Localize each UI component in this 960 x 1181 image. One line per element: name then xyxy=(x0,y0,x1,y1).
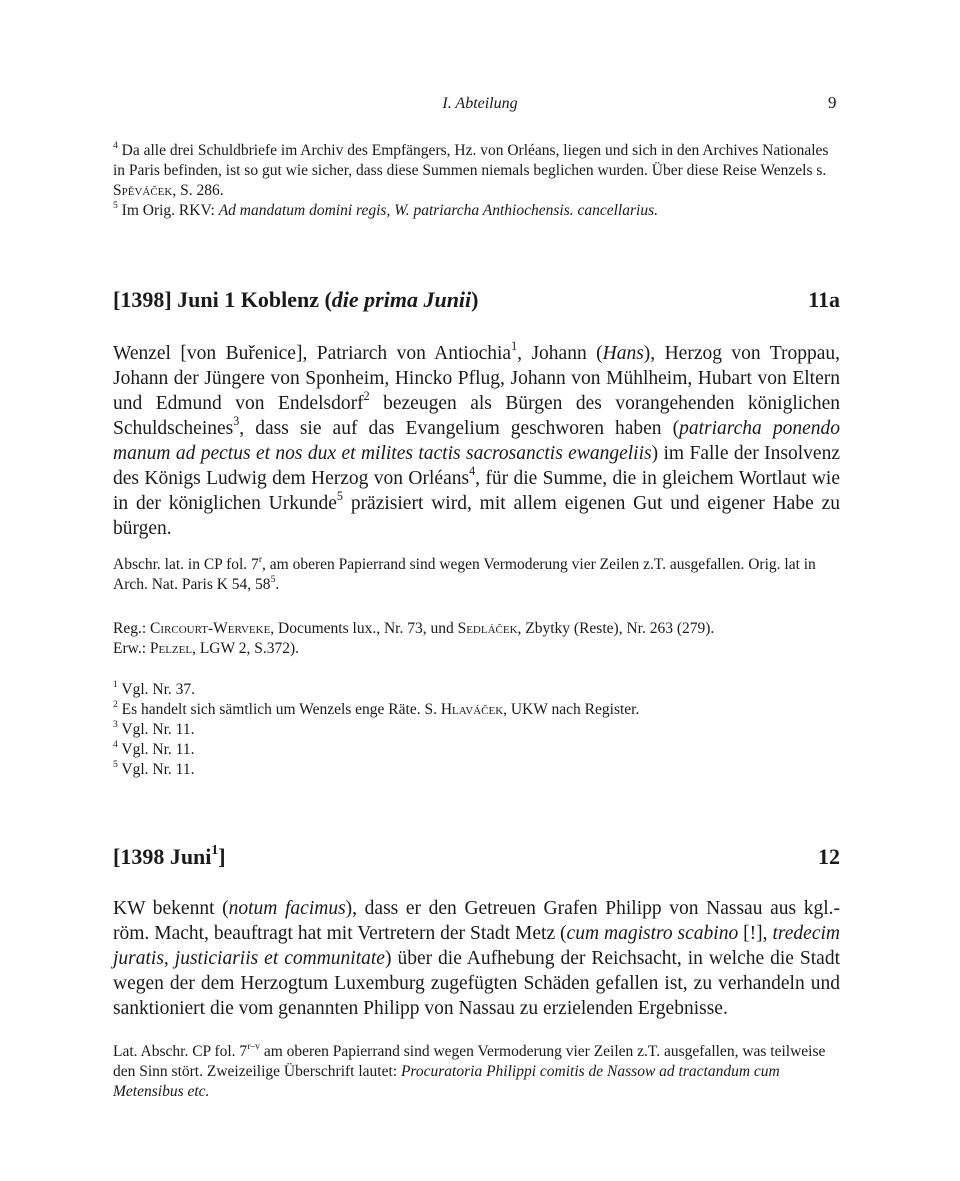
note-line xyxy=(113,700,840,720)
italic-run: cum magistro scabino xyxy=(566,923,739,944)
entry-number: 11a xyxy=(808,287,840,312)
entry-11a-notes xyxy=(113,680,840,780)
text-run: ), dass er den Getreuen Grafen Philipp von Nassau aus kgl.-röm. Macht, beauftragt hat mit Vertretern der Stadt Metz ( xyxy=(113,898,840,944)
entry-12-source xyxy=(113,1042,840,1102)
note-line xyxy=(113,740,840,760)
text-run: Reg.: xyxy=(113,620,147,637)
note-line xyxy=(113,760,840,780)
entry-11a-source xyxy=(113,555,840,595)
reg-line xyxy=(113,619,840,639)
footnote-mark: 5 xyxy=(113,199,118,211)
text-run: Vgl. Nr. 11. xyxy=(121,741,195,758)
erw-line xyxy=(113,639,840,659)
text-run: [!], xyxy=(738,923,773,944)
superscript: r xyxy=(258,553,263,565)
note-mark: 3 xyxy=(113,718,118,730)
text-run: Erw.: xyxy=(113,640,146,657)
text-run: . xyxy=(275,576,280,593)
text-run: Es handelt sich sämtlich um Wenzels enge Räte. S. xyxy=(121,701,437,718)
author-name: Hlaváček xyxy=(440,701,504,718)
page-number: 9 xyxy=(828,93,837,112)
footnote-text: Da alle drei Schuldbriefe im Archiv des Empfängers, Hz. von Orléans, liegen und sich in den Archives Nationales in Paris befinden, ist so gut wie sicher, dass diese Summen niemals beglichen wurden. Über diese Reise Wenzels s. xyxy=(113,142,829,179)
heading-latin-date: die prima Junii xyxy=(331,287,472,312)
footnote-text: Im Orig. RKV: xyxy=(121,202,215,219)
text-run: Abschr. lat. in CP fol. 7 xyxy=(113,556,259,573)
text-run: Lat. Abschr. CP fol. 7 xyxy=(113,1043,248,1060)
note-ref: 4 xyxy=(469,464,476,479)
italic-run: Hans xyxy=(602,343,644,364)
entry-12-body xyxy=(113,896,840,1021)
footnote-4 xyxy=(113,141,840,201)
text-run: , Johann ( xyxy=(517,343,603,364)
text-run: , UKW nach Register. xyxy=(503,701,640,718)
italic-run: tredecim juratis, justiciariis et communitate xyxy=(113,923,840,969)
text-run: bezeugen als Bürgen des vorangehenden königlichen Schuldscheines xyxy=(113,393,840,439)
note-ref: 1 xyxy=(211,842,219,858)
entry-heading-11a xyxy=(113,287,840,313)
italic-run: Procuratoria Philippi comitis de Nassow ad tractandum cum Metensibus etc. xyxy=(113,1063,780,1100)
source-note xyxy=(113,555,840,595)
text-run: Wenzel [von Buřenice], Patriarch von Antiochia xyxy=(113,343,512,364)
author-name: Spěváček xyxy=(113,182,173,199)
text-run: , Zbytky (Reste), Nr. 263 (279). xyxy=(517,620,715,637)
italic-run: notum facimus xyxy=(228,898,346,919)
note-mark: 5 xyxy=(113,758,118,770)
text-run: , Documents lux., Nr. 73, und xyxy=(270,620,454,637)
entry-number: 12 xyxy=(818,844,840,869)
text-run: , dass sie auf das Evangelium geschworen haben ( xyxy=(239,418,680,439)
text-run: , für die Summe, die in gleichem Wortlaut wie in der königlichen Urkunde xyxy=(113,468,840,514)
running-header: I. Abteilung xyxy=(442,95,518,112)
entry-heading-12 xyxy=(113,844,840,870)
entry-date-place xyxy=(113,287,478,313)
text-run: Vgl. Nr. 11. xyxy=(121,721,195,738)
entry-date xyxy=(113,844,226,870)
text-run: am oberen Papierrand sind wegen Vermoderung vier Zeilen z.T. ausgefallen, was teilweise den Sinn stört. Zweizeilige Überschrift lautet: xyxy=(113,1043,826,1080)
heading-text: ) xyxy=(471,287,479,312)
note-line xyxy=(113,680,840,700)
text-run: KW bekennt ( xyxy=(113,898,229,919)
author-name: Circourt-Werveke xyxy=(150,620,271,637)
note-ref: 2 xyxy=(363,389,370,404)
text-run: ), Herzog von Troppau, Johann der Jüngere von Sponheim, Hincko Pflug, Johann von Mühlheim, Hubart von Eltern und Edmund von Endelsdorf xyxy=(113,343,840,414)
text-run: , am oberen Papierrand sind wegen Vermoderung vier Zeilen z.T. ausgefallen. Orig. lat in Arch. Nat. Paris K 54, 58 xyxy=(113,556,816,593)
text-run: präzisiert wird, mit allem eigenen Gut und eigener Habe zu bürgen. xyxy=(113,493,840,539)
heading-text: [1398 Juni xyxy=(113,844,212,869)
superscript: r–v xyxy=(247,1040,260,1052)
italic-run: patriarcha ponendo manum ad pectus et nos dux et milites tactis sacrosanctis ewangeliis xyxy=(113,418,840,464)
footnote-5 xyxy=(113,201,840,221)
text-run: Vgl. Nr. 11. xyxy=(121,761,195,778)
heading-text: ] xyxy=(218,844,226,869)
regest-text xyxy=(113,341,840,541)
text-run: , LGW 2, S.372). xyxy=(192,640,300,657)
text-run: ) über die Aufhebung der Reichsacht, in welche die Stadt wegen der dem Herzogtum Luxemburg zugefügten Schäden gefallen ist, zu verhandeln und sanktioniert die vom genannten Philipp von Nassau zu erzielenden Ergebnisse. xyxy=(113,948,840,1019)
top-footnotes xyxy=(113,141,840,221)
note-ref: 1 xyxy=(511,339,518,354)
entry-11a-references xyxy=(113,619,840,659)
text-run: ) im Falle der Insolvenz des Königs Ludwig dem Herzog von Orléans xyxy=(113,443,840,489)
source-note xyxy=(113,1042,840,1102)
author-name: Sedláček xyxy=(457,620,518,637)
entry-11a-body xyxy=(113,341,840,541)
author-name: Pelzel xyxy=(149,640,193,657)
regest-text xyxy=(113,896,840,1021)
note-mark: 1 xyxy=(113,678,118,690)
note-line xyxy=(113,720,840,740)
note-mark: 2 xyxy=(113,698,118,710)
footnote-mark: 4 xyxy=(113,139,118,151)
superscript: 5 xyxy=(270,573,276,585)
text-run: Vgl. Nr. 37. xyxy=(121,681,196,698)
note-mark: 4 xyxy=(113,738,118,750)
heading-text: [1398] Juni 1 Koblenz ( xyxy=(113,287,332,312)
footnote-quote: Ad mandatum domini regis, W. patriarcha Anthiochensis. cancellarius. xyxy=(218,202,658,219)
note-ref: 5 xyxy=(336,489,343,504)
footnote-text: , S. 286. xyxy=(172,182,224,199)
note-ref: 3 xyxy=(233,414,240,429)
